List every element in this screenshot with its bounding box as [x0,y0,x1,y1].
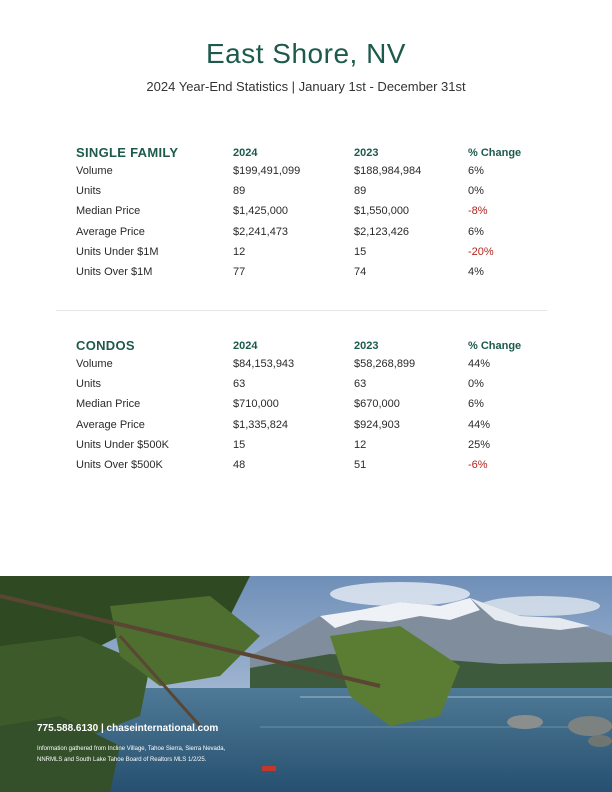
table-row [76,165,556,185]
table-row [76,378,556,398]
row-label: Volume [76,358,113,370]
value-2024: 15 [233,438,246,451]
row-label: Units Over $500K [76,458,163,471]
percent-change: 44% [468,418,491,431]
value-2024: 77 [233,265,246,278]
table-row [76,398,556,418]
value-2023: $1,550,000 [354,205,410,218]
table-row [76,226,556,246]
percent-change: 6% [468,225,484,238]
value-2024: 63 [233,378,246,391]
value-2024: 12 [233,245,246,258]
section-divider [56,310,547,311]
row-label: Units Under $1M [76,245,159,258]
percent-change: 6% [468,165,484,177]
contact-info: 775.588.6130 | chaseinternational.com [37,723,219,734]
value-2023: 12 [354,438,367,451]
source-note-line: NNRMLS and South Lake Tahoe Board of Realtors MLS 1/2/25. [37,757,207,763]
table-header-row [76,338,556,358]
value-2024: $2,241,473 [233,225,289,238]
value-2023: $670,000 [354,398,400,411]
value-2024: 89 [233,185,246,198]
section-heading: SINGLE FAMILY [76,145,179,160]
value-2024: $1,335,824 [233,418,289,431]
page-title: East Shore, NV [206,38,406,69]
column-header-change: % Change [468,147,522,159]
value-2024: $1,425,000 [233,205,289,218]
column-header-2023: 2023 [354,340,379,352]
source-note [37,744,257,766]
table-row [76,419,556,439]
value-2024: 48 [233,458,246,471]
value-2024: $199,491,099 [233,165,301,177]
column-header-2024: 2024 [233,340,258,352]
percent-change: -8% [468,205,488,218]
row-label: Units [76,185,102,198]
row-label: Median Price [76,205,141,218]
value-2023: $58,268,899 [354,358,416,370]
value-2023: 63 [354,378,367,391]
table-row [76,205,556,225]
value-2024: $84,153,943 [233,358,295,370]
table-header-row [76,145,556,165]
table-row [76,246,556,266]
row-label: Units [76,378,102,391]
table-row [76,185,556,205]
percent-change: -20% [468,245,494,258]
condos-table [76,338,556,479]
value-2023: 51 [354,458,367,471]
column-header-2024: 2024 [233,147,258,159]
row-label: Volume [76,165,113,177]
column-header-change: % Change [468,340,522,352]
table-row [76,439,556,459]
value-2023: $924,903 [354,418,400,431]
table-row [76,358,556,378]
percent-change: 0% [468,378,484,391]
column-header-2023: 2023 [354,147,379,159]
value-2023: 74 [354,265,367,278]
table-row [76,459,556,479]
source-note-line: Information gathered from Incline Village, Tahoe Sierra, Sierra Nevada, [37,746,226,752]
percent-change: 44% [468,358,491,370]
percent-change: 25% [468,438,491,451]
value-2023: 89 [354,185,367,198]
row-label: Average Price [76,418,145,431]
percent-change: 6% [468,398,484,411]
table-row [76,266,556,286]
percent-change: 4% [468,265,484,278]
value-2023: $2,123,426 [354,225,410,238]
row-label: Units Over $1M [76,265,153,278]
row-label: Median Price [76,398,141,411]
percent-change: -6% [468,458,488,471]
single-family-table [76,145,556,286]
row-label: Average Price [76,225,145,238]
value-2024: $710,000 [233,398,279,411]
value-2023: $188,984,984 [354,165,422,177]
page-subtitle: 2024 Year-End Statistics | January 1st - December 31st [146,79,466,94]
percent-change: 0% [468,185,484,198]
value-2023: 15 [354,245,367,258]
row-label: Units Under $500K [76,438,169,451]
section-heading: CONDOS [76,338,135,353]
